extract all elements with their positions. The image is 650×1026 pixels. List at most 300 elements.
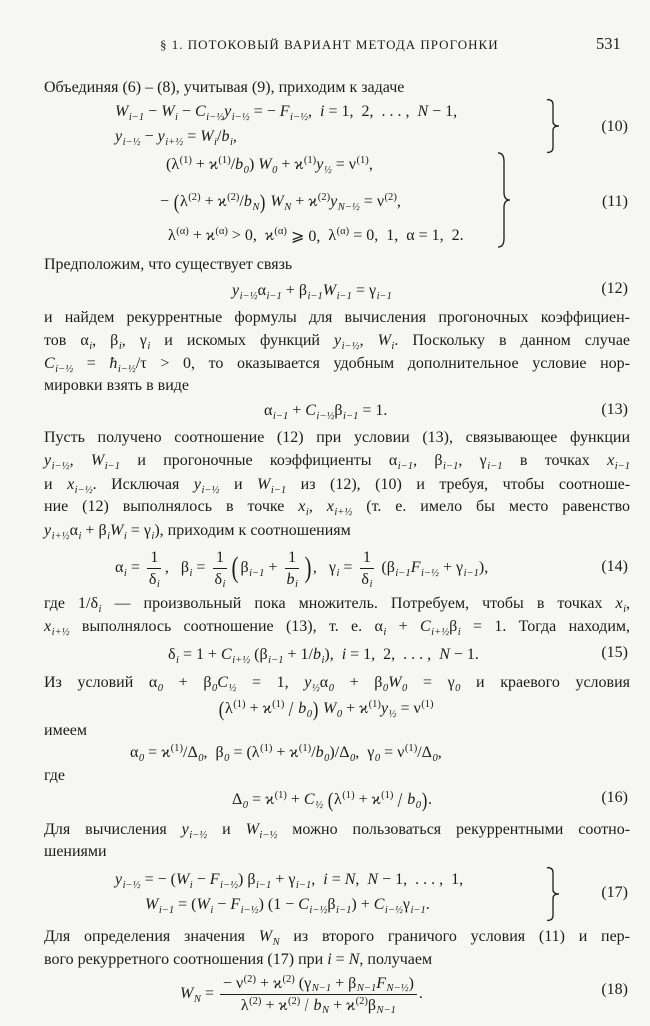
math-variable: y <box>181 821 189 838</box>
math-variable: x <box>67 476 75 493</box>
math-variable: β <box>449 618 458 635</box>
math-subscript: ½ <box>228 682 237 694</box>
math-subscript: i−½ <box>122 136 141 148</box>
math-variable: α <box>80 332 89 349</box>
math-superscript: (1) <box>218 155 231 167</box>
math-subscript: N <box>193 993 201 1005</box>
math-variable: y <box>334 332 342 349</box>
math-text: + <box>291 193 309 210</box>
math-text: и краевого условия <box>460 674 631 691</box>
math-variable: ϰ <box>289 744 299 761</box>
math-variable: ϰ <box>308 193 318 210</box>
math-symbol <box>314 996 330 1015</box>
math-symbol <box>264 402 288 420</box>
math-variable: λ <box>168 227 176 244</box>
equation-17-line-2 <box>145 894 430 916</box>
math-big-delimiter: ( <box>327 787 334 812</box>
math-symbol <box>330 193 360 211</box>
math-symbol <box>130 744 144 762</box>
math-symbol <box>168 646 179 664</box>
math-symbol <box>115 128 141 146</box>
math-denominator <box>238 995 399 1015</box>
math-superscript: (1) <box>381 790 394 802</box>
math-variable: x <box>326 498 334 515</box>
math-symbol <box>289 744 311 762</box>
math-subscript: i−1 <box>307 290 323 302</box>
math-text: / <box>417 744 422 761</box>
equation-number-14: (14) <box>601 558 628 575</box>
equation-12 <box>232 280 392 302</box>
math-text: вого рекурретного соотношения (17) при <box>44 951 328 968</box>
math-subscript: i <box>623 603 627 615</box>
math-variable: y <box>115 871 123 888</box>
right-brace-icon <box>546 867 560 921</box>
math-superscript: (2) <box>249 995 262 1007</box>
math-variable: W <box>161 103 175 120</box>
math-subscript: i <box>457 626 461 638</box>
math-symbol <box>376 974 408 993</box>
math-numerator <box>220 974 417 995</box>
paragraph-line <box>44 496 630 518</box>
math-superscript: (2) <box>282 973 295 985</box>
math-text: в точках <box>502 452 608 469</box>
math-variable: δ <box>90 595 99 612</box>
math-variable: W <box>90 452 105 469</box>
math-text: , <box>355 744 368 761</box>
math-superscript: (1) <box>233 699 246 711</box>
math-symbol <box>241 996 262 1015</box>
math-text: = <box>248 791 266 808</box>
math-symbol <box>181 821 208 841</box>
math-symbol <box>148 674 164 694</box>
boundary-condition-equation <box>218 698 434 720</box>
math-symbol <box>221 128 232 146</box>
math-variable: γ <box>139 332 147 349</box>
math-variable: ϰ <box>359 700 369 717</box>
math-variable: W <box>175 871 190 888</box>
math-subscript: 0 <box>324 752 330 764</box>
math-text: = 1 + <box>178 646 222 663</box>
math-variable: β <box>434 452 443 469</box>
brace-path <box>547 868 559 921</box>
math-symbol <box>273 974 295 993</box>
math-subscript: i−½ <box>259 829 278 841</box>
math-superscript: (2) <box>355 995 368 1007</box>
math-text: можно пользоваться рекуррентными соотно- <box>277 821 631 838</box>
math-subscript: i <box>189 567 193 579</box>
math-text: + <box>81 522 99 539</box>
math-symbol <box>323 282 352 300</box>
math-text: = 1, 2, . . . , <box>324 103 418 120</box>
math-subscript: i−½ <box>231 111 250 123</box>
math-symbol <box>298 700 312 718</box>
math-text: / <box>216 128 222 145</box>
math-variable: β <box>240 559 249 576</box>
math-text: ⩾ 0, <box>286 228 329 245</box>
math-text: = <box>380 744 398 761</box>
math-symbol <box>180 193 201 211</box>
math-variable: F <box>209 871 220 888</box>
math-subscript: 0 <box>328 682 334 694</box>
math-subscript: i−1 <box>128 111 145 123</box>
math-variable: β <box>367 996 377 1014</box>
math-subscript: i <box>189 879 193 891</box>
math-variable: b <box>315 744 324 761</box>
math-text: . <box>428 791 433 808</box>
math-symbol <box>139 332 151 352</box>
math-variable: ν <box>376 193 385 210</box>
math-text: и <box>207 821 246 838</box>
right-brace-icon <box>497 152 511 248</box>
math-text: + <box>329 996 347 1014</box>
math-superscript: (α) <box>215 226 228 238</box>
math-variable: i <box>341 646 347 663</box>
math-text: = <box>331 951 349 968</box>
right-brace-icon <box>546 99 560 153</box>
math-variable: β <box>180 559 189 576</box>
math-subscript: i <box>369 579 373 591</box>
math-text: − <box>160 193 174 210</box>
math-subscript: i−1 <box>343 410 359 422</box>
math-numerator <box>285 548 299 569</box>
math-variable: N <box>344 871 356 888</box>
math-variable: β <box>327 896 336 913</box>
math-text: ) (1 − <box>258 896 299 913</box>
math-variable: b <box>312 646 321 663</box>
math-variable: ν <box>397 744 405 761</box>
math-superscript: (1) <box>303 155 317 167</box>
equation-14 <box>115 544 488 592</box>
math-variable: λ <box>225 700 233 717</box>
math-symbol <box>417 103 428 121</box>
math-text: = 1, <box>236 674 305 691</box>
math-subscript: 0 <box>374 752 381 764</box>
math-variable: λ <box>240 996 249 1014</box>
equation-number-17: (17) <box>601 884 628 901</box>
math-subscript: 0 <box>272 164 278 176</box>
math-subscript: i−1 <box>395 567 411 579</box>
paragraph-line <box>44 926 630 948</box>
math-superscript: (1) <box>272 699 285 711</box>
math-symbol <box>69 522 82 542</box>
math-symbol <box>368 996 396 1015</box>
math-symbol <box>218 193 240 211</box>
math-symbol <box>161 103 178 121</box>
math-superscript: (1) <box>368 699 381 711</box>
math-subscript: i <box>151 530 155 542</box>
math-variable: ϰ <box>346 996 356 1014</box>
math-text: , получаем <box>359 951 433 968</box>
math-subscript: i−½ <box>206 111 225 123</box>
math-symbol <box>339 744 355 762</box>
math-subscript: 0 <box>242 799 249 811</box>
math-symbol <box>115 871 141 889</box>
initial-coefficients-equation <box>130 742 442 764</box>
math-symbol <box>367 871 378 889</box>
math-symbol <box>419 618 450 638</box>
math-subscript: i+½ <box>165 136 184 148</box>
math-superscript: (2) <box>227 192 240 204</box>
math-text: = <box>359 193 377 210</box>
math-variable: τ <box>140 355 147 372</box>
math-variable: ħ <box>109 355 118 372</box>
math-variable: λ <box>171 156 180 173</box>
math-variable: b <box>235 156 244 173</box>
math-symbol <box>349 156 369 174</box>
math-variable: W <box>245 821 259 838</box>
math-text: = <box>351 282 369 299</box>
math-variable: α <box>257 282 266 299</box>
math-variable: b <box>298 700 307 717</box>
math-subscript: i−½ <box>122 879 141 891</box>
math-text: + <box>163 674 204 691</box>
math-symbol <box>203 674 218 694</box>
math-variable: F <box>410 559 421 576</box>
math-symbol <box>369 282 392 300</box>
math-superscript: (1) <box>421 699 434 711</box>
math-symbol <box>258 156 277 174</box>
math-text: = <box>200 985 218 1002</box>
math-symbol <box>187 744 203 762</box>
math-variable: W <box>322 282 337 299</box>
math-variable: i <box>327 951 332 968</box>
math-text: = − <box>249 103 280 120</box>
math-symbol <box>397 744 417 762</box>
math-symbol <box>110 522 127 542</box>
math-superscript: (1) <box>404 743 418 755</box>
math-text: + <box>342 700 360 717</box>
math-text: 1 <box>288 548 297 566</box>
math-text: тов <box>44 332 81 349</box>
math-symbol <box>263 700 285 718</box>
math-text: , <box>164 559 181 576</box>
math-variable: C <box>194 103 206 120</box>
math-superscript: (2) <box>317 192 331 204</box>
equation-number-10: (10) <box>601 118 628 135</box>
math-subscript: i−1 <box>295 879 312 891</box>
math-text: + <box>331 974 349 992</box>
math-variable: β <box>374 674 383 691</box>
math-variable: y <box>330 193 338 210</box>
equation-18 <box>180 970 423 1018</box>
math-variable: γ <box>367 744 375 761</box>
math-symbol <box>334 332 360 352</box>
math-fraction <box>146 548 163 589</box>
math-symbol <box>345 871 356 889</box>
math-text: + <box>271 871 289 888</box>
math-text: = 1. Тогда находим, <box>460 618 631 635</box>
math-subscript: 0 <box>350 752 356 764</box>
math-symbol <box>265 791 287 809</box>
math-subscript: 0 <box>211 682 218 694</box>
math-symbol <box>403 896 426 914</box>
math-variable: W <box>323 700 337 717</box>
math-variable: ϰ <box>264 227 274 244</box>
math-text: , <box>355 871 368 888</box>
math-variable: Δ <box>421 744 432 761</box>
math-symbol <box>348 974 376 993</box>
math-text: = <box>396 700 414 717</box>
math-variable: β <box>259 646 268 663</box>
math-subscript: i−½ <box>316 410 335 422</box>
math-variable: γ <box>447 674 455 691</box>
math-big-delimiter: ( <box>173 189 180 214</box>
math-text: = − ( <box>140 871 176 888</box>
paragraph-line <box>44 949 630 971</box>
math-symbol <box>367 744 380 762</box>
math-variable: Δ <box>339 744 350 761</box>
math-big-delimiter: / <box>397 787 403 812</box>
math-symbol <box>377 193 397 211</box>
math-variable: δ <box>148 570 157 588</box>
math-variable: y <box>115 128 123 145</box>
math-text: + <box>200 193 218 210</box>
math-symbol <box>319 674 334 694</box>
math-text: + <box>191 156 209 173</box>
math-variable: N <box>439 646 450 663</box>
math-subscript: i−1 <box>249 567 265 579</box>
math-subscript: i <box>89 340 93 352</box>
math-variable: C <box>419 618 431 635</box>
math-symbol <box>44 522 70 542</box>
math-subscript: i−1 <box>266 290 282 302</box>
equation-10-line-1 <box>115 101 457 123</box>
math-symbol <box>258 928 280 948</box>
paragraph-line <box>44 520 630 542</box>
math-text: − 1, <box>428 103 458 120</box>
math-text: и <box>44 476 68 493</box>
math-symbol <box>161 744 183 762</box>
math-symbol <box>90 595 102 615</box>
math-subscript: 0 <box>138 752 145 764</box>
math-variable: α <box>69 522 78 539</box>
math-subscript: i−1 <box>443 460 459 472</box>
math-text: ( <box>250 646 260 663</box>
math-variable: β <box>247 871 256 888</box>
math-variable: y <box>224 103 232 120</box>
math-symbol <box>110 332 122 352</box>
math-variable: γ <box>479 452 487 469</box>
math-symbol <box>225 700 246 718</box>
math-variable: α <box>388 452 398 469</box>
math-text: / <box>239 193 244 210</box>
math-text: где 1/ <box>44 595 91 612</box>
math-text: , <box>203 744 216 761</box>
math-subscript: 0 <box>306 708 313 720</box>
math-variable: C <box>298 896 309 913</box>
math-symbol <box>115 103 144 121</box>
math-big-delimiter: ) <box>312 696 319 721</box>
paragraph-line: где <box>44 767 66 784</box>
math-text: ), <box>478 559 489 576</box>
math-text: = <box>126 522 144 539</box>
math-text: + <box>261 996 279 1014</box>
math-subscript: N−½ <box>386 983 409 995</box>
math-text: = <box>144 744 162 761</box>
math-text: ( <box>294 974 305 992</box>
math-text: > 0, то оказывается удобным дополнительное условие нор- <box>146 355 630 372</box>
equation-10-line-2 <box>115 126 237 148</box>
math-text: = <box>327 871 345 888</box>
math-variable: y <box>193 476 201 493</box>
math-variable: γ <box>328 559 336 576</box>
math-variable: α <box>374 618 383 635</box>
math-symbol <box>209 156 231 174</box>
math-variable: x <box>44 618 52 635</box>
math-subscript: ½ <box>323 164 332 176</box>
math-subscript: i−1 <box>104 460 121 472</box>
math-symbol <box>232 282 258 300</box>
math-text <box>300 996 304 1015</box>
math-text: = <box>339 559 357 576</box>
math-subscript: i−1 <box>410 904 426 916</box>
math-subscript: i−1 <box>336 904 352 916</box>
math-text: 1 <box>150 548 159 566</box>
math-symbol <box>224 103 250 121</box>
math-symbol <box>388 674 408 694</box>
math-symbol <box>361 570 372 589</box>
math-text: + <box>272 744 290 761</box>
math-symbol <box>334 791 355 809</box>
paragraph-line <box>44 616 630 638</box>
math-text: )/ <box>329 744 340 761</box>
math-variable: α <box>319 674 329 691</box>
math-subscript: i−½ <box>189 829 208 841</box>
math-text: > 0, <box>227 227 265 244</box>
math-subscript: i−½ <box>341 340 360 352</box>
math-symbol <box>308 193 330 211</box>
math-variable: W <box>270 193 284 210</box>
math-subscript: i−½ <box>309 904 328 916</box>
math-text: . Поскольку в данном случае <box>394 332 631 349</box>
math-variable: W <box>258 928 273 945</box>
math-text: из второго граничого условия (11) и пер- <box>279 928 631 945</box>
math-variable: C <box>373 896 385 913</box>
math-variable: γ <box>455 559 464 576</box>
math-variable: W <box>145 896 159 913</box>
math-text: + <box>255 974 274 992</box>
math-symbol <box>334 402 358 420</box>
math-superscript: (α) <box>336 226 350 238</box>
math-symbol <box>195 103 224 121</box>
math-denominator <box>283 569 300 589</box>
math-text: = <box>73 355 110 372</box>
math-variable: ν <box>413 700 421 717</box>
math-text: − <box>140 128 158 145</box>
math-symbol <box>349 951 360 968</box>
math-subscript: N <box>284 201 292 213</box>
math-text: ), <box>324 646 342 663</box>
math-text: и <box>219 476 258 493</box>
math-superscript: (1) <box>260 743 273 755</box>
math-text: , <box>396 193 401 210</box>
equation-11-line-3 <box>168 225 464 247</box>
math-symbol <box>44 452 70 472</box>
math-superscript: (1) <box>356 155 369 167</box>
math-text: и искомых функций <box>150 332 334 349</box>
math-subscript: i−½ <box>117 363 136 375</box>
math-symbol <box>67 476 93 496</box>
math-text: / <box>182 744 188 761</box>
math-symbol <box>449 618 461 638</box>
math-variable: β <box>386 559 395 576</box>
math-symbol <box>176 871 193 889</box>
math-big-delimiter: ( <box>231 551 239 584</box>
math-subscript: i−½ <box>384 904 403 916</box>
math-subscript: 0 <box>455 682 461 694</box>
math-symbol <box>210 871 238 889</box>
math-subscript: ½ <box>315 799 324 811</box>
